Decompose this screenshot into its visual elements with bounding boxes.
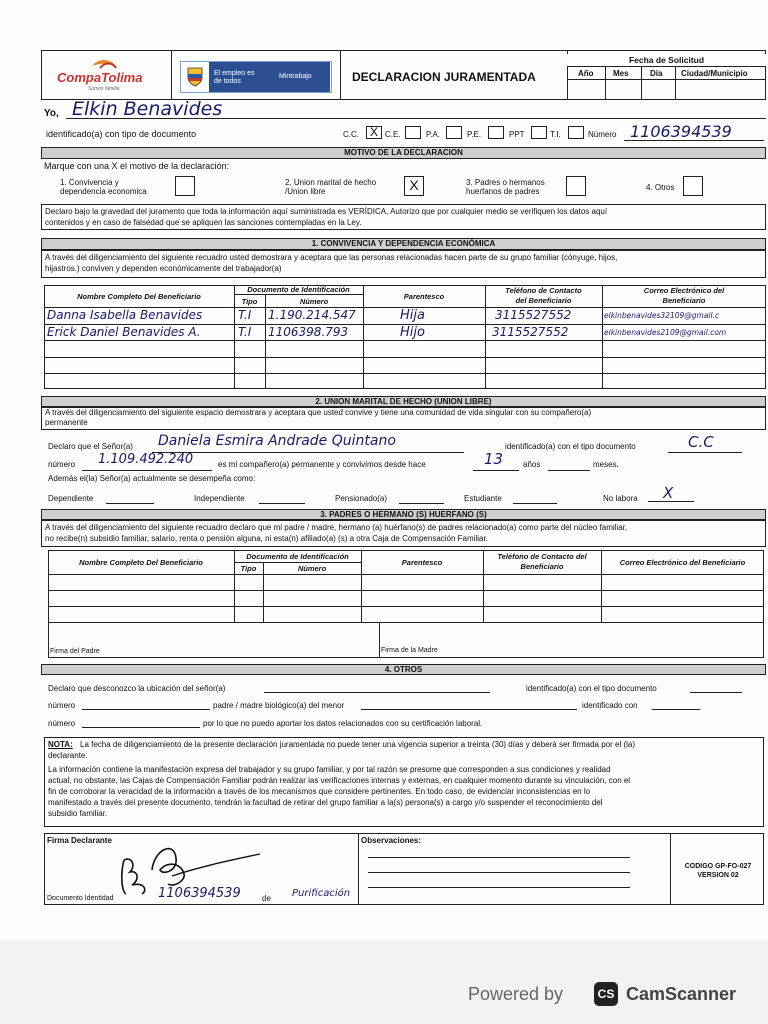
id-type-label: identificado(a) con tipo de documento	[46, 129, 197, 139]
option-3-sublabel: huerfanos de padres	[466, 187, 540, 196]
s1-row2-parentesco[interactable]: Hijo	[400, 325, 425, 340]
s4-line2-a: número	[48, 701, 76, 710]
nota-p2-line2: actual, no obstante, las Cajas de Compensación Familiar podrán realizar las verificaciones internas y externas, en cualquier momento durante su vinculación, con el	[48, 776, 631, 785]
option-1-label: 1. Convivencia y	[60, 178, 119, 187]
codigo-label: CODIGO GP-FO-027	[684, 863, 752, 870]
section1-text-1: A través del diligenciamiento del siguiente recuadro usted demostrara y aceptara que las personas relacionadas hacen parte de su grupo familiar (cónyuge, hijos,	[45, 253, 618, 262]
s4-numero-field-2[interactable]	[82, 727, 200, 728]
documento-identidad-label: Documento Identidad	[47, 895, 114, 902]
s4-line1-a: Declaro que desconozco la ubicación del señor(a)	[48, 684, 226, 693]
mes-label: Mes	[613, 69, 629, 78]
s3-col-telefono-1: Teléfono de Contacto del	[497, 552, 587, 561]
s1-row2-correo[interactable]: elkinbenavides2109@gmail.com	[604, 328, 727, 337]
s4-line2-c: identificado con	[582, 701, 638, 710]
s1-col-correo-2: Beneficiario	[662, 296, 706, 305]
motivo-header: MOTIVO DE LA DECLARACION	[41, 147, 766, 159]
gov-banner	[180, 61, 332, 93]
dependiente-field[interactable]	[106, 503, 154, 504]
dia-label: Día	[650, 69, 663, 78]
pensionado-field[interactable]	[399, 503, 444, 504]
s1-row2-numero[interactable]: 1106398.793	[268, 325, 349, 339]
pe-checkbox[interactable]	[488, 126, 504, 139]
section4-header: 4. OTROS	[41, 664, 766, 675]
anos-label: años	[523, 460, 541, 469]
declarant-id-number[interactable]: 1106394539	[630, 122, 732, 141]
yo-label: Yo,	[44, 108, 59, 119]
gov-text: El empleo es de todos	[214, 70, 255, 85]
nolabora-label: No labora	[603, 494, 638, 503]
option-1-checkbox[interactable]	[175, 176, 195, 196]
ciudad-label: Ciudad/Municipio	[681, 69, 748, 78]
s4-identificado-field[interactable]	[652, 709, 700, 710]
s1-col-telefono-2: del Beneficiario	[515, 296, 572, 305]
independiente-label: Independiente	[194, 494, 245, 503]
form-title: DECLARACION JURAMENTADA	[352, 70, 536, 84]
s1-col-parentesco: Parentesco	[403, 292, 445, 301]
s1-row1-numero[interactable]: 1.190.214.547	[268, 308, 356, 322]
firma-madre-label: Firma de la Madre	[381, 647, 438, 654]
nota-p2-line3: fin de corroborar la veracidad de la información a través de los mecanismos que considere pertinentes. En todo caso, de evidenciar inconsistencias en lo	[48, 787, 591, 796]
s3-col-nombre: Nombre Completo Del Beneficiario	[79, 558, 203, 567]
doc-type-pe: P.E.	[467, 130, 482, 139]
s1-row2-tipo[interactable]: T.I	[238, 325, 252, 339]
firma-doc-number[interactable]: 1106394539	[158, 886, 241, 901]
s1-row2-telefono[interactable]: 3115527552	[492, 325, 569, 339]
s3-col-tipo: Tipo	[240, 564, 257, 573]
doc-type-pa: P.A.	[426, 130, 441, 139]
s1-col-correo-1: Correo Electrónico del	[643, 286, 725, 295]
estudiante-label: Estudiante	[464, 494, 502, 503]
anio-label: Año	[578, 69, 594, 78]
s1-row1-nombre[interactable]: Danna Isabella Benavides	[47, 308, 203, 322]
s4-line3-a: número	[48, 719, 76, 728]
s3-col-telefono-2: Beneficiario	[520, 562, 564, 571]
ti-checkbox[interactable]	[568, 126, 584, 139]
partner-numero-label: número	[48, 460, 76, 469]
option-3-checkbox[interactable]	[566, 176, 586, 196]
s1-col-nombre: Nombre Completo Del Beneficiario	[77, 292, 201, 301]
estudiante-field[interactable]	[513, 503, 557, 504]
s1-row2-nombre[interactable]: Erick Daniel Benavides A.	[47, 325, 201, 339]
section2-text-2: permanente	[45, 418, 88, 427]
s4-senor-field[interactable]	[264, 692, 490, 693]
s1-row1-correo[interactable]: elkinbenavides32109@gmail.c	[604, 311, 720, 320]
option-2-sublabel: /Union libre	[285, 187, 326, 196]
ademas-label: Además el(la) Señor(a) actualmente se desempeña como:	[48, 474, 256, 483]
option-3-label: 3. Padres o hermanos	[466, 178, 545, 187]
firma-declarante-label: Firma Declarante	[47, 836, 112, 845]
s1-col-documento: Documento de Identificación	[247, 285, 350, 294]
nota-label: NOTA:	[48, 740, 73, 749]
partner-id-type[interactable]: C.C	[688, 433, 714, 451]
pa-checkbox[interactable]	[446, 126, 462, 139]
ppt-checkbox[interactable]	[531, 126, 547, 139]
nota-p1b: declarante.	[48, 751, 88, 760]
cc-checkbox[interactable]: X	[366, 126, 382, 139]
nota-p2-line5: subsidio familiar.	[48, 809, 108, 818]
dependiente-label: Dependiente	[48, 494, 94, 503]
s1-col-tipo: Tipo	[241, 297, 258, 306]
section3-header: 3. PADRES O HERMANO (S) HUERFANO (S)	[41, 509, 766, 520]
nota-p2-line1: La información contiene la manifestación expresa del trabajador y su grupo familiar, y por tal razón se presume que corresponden a sus condiciones y realidad	[48, 765, 611, 774]
s1-row1-tipo[interactable]: T.I	[238, 308, 252, 322]
s4-line1-b: identificado(a) con el tipo documento	[526, 684, 657, 693]
s3-col-correo: Correo Electrónico del Beneficiario	[619, 558, 746, 567]
firma-padre-label: Firma del Padre	[50, 648, 100, 655]
camscanner-logo-icon	[594, 982, 618, 1006]
de-label: de	[262, 894, 271, 903]
camscanner-label: CamScanner	[626, 984, 737, 1004]
observaciones-label: Observaciones:	[361, 836, 422, 845]
section1-text-2: hijastros.) conviven y dependen económicamente del trabajador(a)	[45, 264, 282, 273]
partner-name[interactable]: Daniela Esmira Andrade Quintano	[158, 433, 396, 449]
pensionado-label: Pensionado(a)	[335, 494, 388, 503]
section3-text-2: no recibe(n) subsidio familiar, salario, renta o pensión alguna, ni esta(n) afiliado(a) (s) a otra Caja de Compensación Familiar.	[45, 534, 488, 543]
s4-tipo-field[interactable]	[690, 692, 742, 693]
option-4-label: 4. Otros	[646, 183, 675, 192]
version-label: VERSION 02	[697, 872, 739, 879]
option-2-checkbox[interactable]: X	[404, 176, 424, 196]
s4-menor-field[interactable]	[361, 709, 577, 710]
compatolima-logo	[57, 56, 160, 96]
section1-header: 1. CONVIVENCIA Y DEPENDENCIA ECONÓMICA	[41, 238, 766, 250]
scanner-footer	[0, 940, 768, 1024]
section2-text-1: A través del diligenciamiento del siguiente espacio demostrara y aceptara que usted convive y tiene una comunidad de vida singular con su compañero(a)	[45, 408, 592, 417]
s1-col-telefono-1: Teléfono de Contacto	[505, 286, 582, 295]
s3-col-parentesco: Parentesco	[401, 558, 443, 567]
declaro-text-1: Declaro bajo la gravedad del juramento que toda la información aquí suministrada es VERÍDICA, Autorizo que por cualquier medio se verifiquen los datos aquí	[45, 207, 608, 216]
partner-id-number[interactable]: 1.109.492.240	[98, 452, 194, 467]
firma-de-value[interactable]: Purificación	[292, 888, 351, 899]
s1-col-numero: Número	[299, 297, 329, 306]
nolabora-mark[interactable]: X	[663, 484, 674, 502]
s1-row1-telefono[interactable]: 3115527552	[495, 308, 572, 322]
coat-of-arms-icon	[185, 66, 205, 88]
declaro-text-2: contenidos y en caso de falsedad que se apliquen las sanciones contempladas en la Ley.	[45, 218, 362, 227]
motivo-instruction: Marque con una X el motivo de la declaración:	[44, 161, 230, 171]
powered-by-label: Powered by	[468, 984, 564, 1004]
doc-type-ti: T.I.	[550, 130, 561, 139]
declarant-name[interactable]: Elkin Benavides	[72, 98, 223, 120]
independiente-field[interactable]	[259, 503, 305, 504]
nota-p2-line4: manifestado a través del presente documento, tendrán la facultad de retirar del grupo familiar a la(s) persona(s) a cargo y/o suspender el reconocimiento del	[48, 798, 603, 807]
years-together[interactable]: 13	[484, 450, 504, 468]
ce-checkbox[interactable]	[405, 126, 421, 139]
convivimos-label: es mi compañero(a) permanente y convivimos desde hace	[218, 460, 426, 469]
brand-tagline: Somos familia	[88, 86, 120, 92]
ministry-label: Mintrabajo	[279, 73, 312, 80]
s4-line2-b: padre / madre biológico(a) del menor	[213, 701, 345, 710]
nota-p1a: La fecha de diligenciamiento de la presente declaración juramentada no puede tener una vigencia superior a treinta (30) días y deberá ser firmada por el (la)	[80, 740, 635, 749]
camscanner-icon-text: CS	[597, 987, 615, 1001]
meses-label: meses.	[593, 460, 619, 469]
s4-line3-b: por lo que no puedo aportar los datos relacionados con su certificación laboral.	[203, 719, 483, 728]
s4-numero-field-1[interactable]	[82, 709, 210, 710]
numero-label: Número	[588, 130, 617, 139]
brand-name: CompaTolima	[57, 70, 143, 85]
s3-col-documento: Documento de Identificación	[246, 552, 349, 561]
doc-type-ce: C.E.	[385, 130, 401, 139]
s1-row1-parentesco[interactable]: Hija	[400, 308, 425, 323]
fecha-solicitud-label: Fecha de Solicitud	[567, 54, 766, 66]
doc-type-ppt: PPT	[509, 130, 525, 139]
declaro-senor-label: Declaro que el Señor(a)	[48, 442, 133, 451]
option-2-label: 2. Union marital de hecho	[285, 178, 377, 187]
partner-id-type-label: identificado(a) con el tipo documento	[505, 442, 636, 451]
section3-text-1: A través del diligenciamiento del siguiente recuadro declaro que mi padre / madre, hermano (a) huérfano(s) de padres relacionado(a) como parte del núcleo familiar,	[45, 523, 628, 532]
s3-col-numero: Número	[297, 564, 327, 573]
option-1-sublabel: dependencia economica	[60, 187, 147, 196]
section2-header: 2. UNION MARITAL DE HECHO (UNION LIBRE)	[41, 396, 766, 407]
doc-type-cc: C.C.	[343, 130, 359, 139]
option-4-checkbox[interactable]	[683, 176, 703, 196]
